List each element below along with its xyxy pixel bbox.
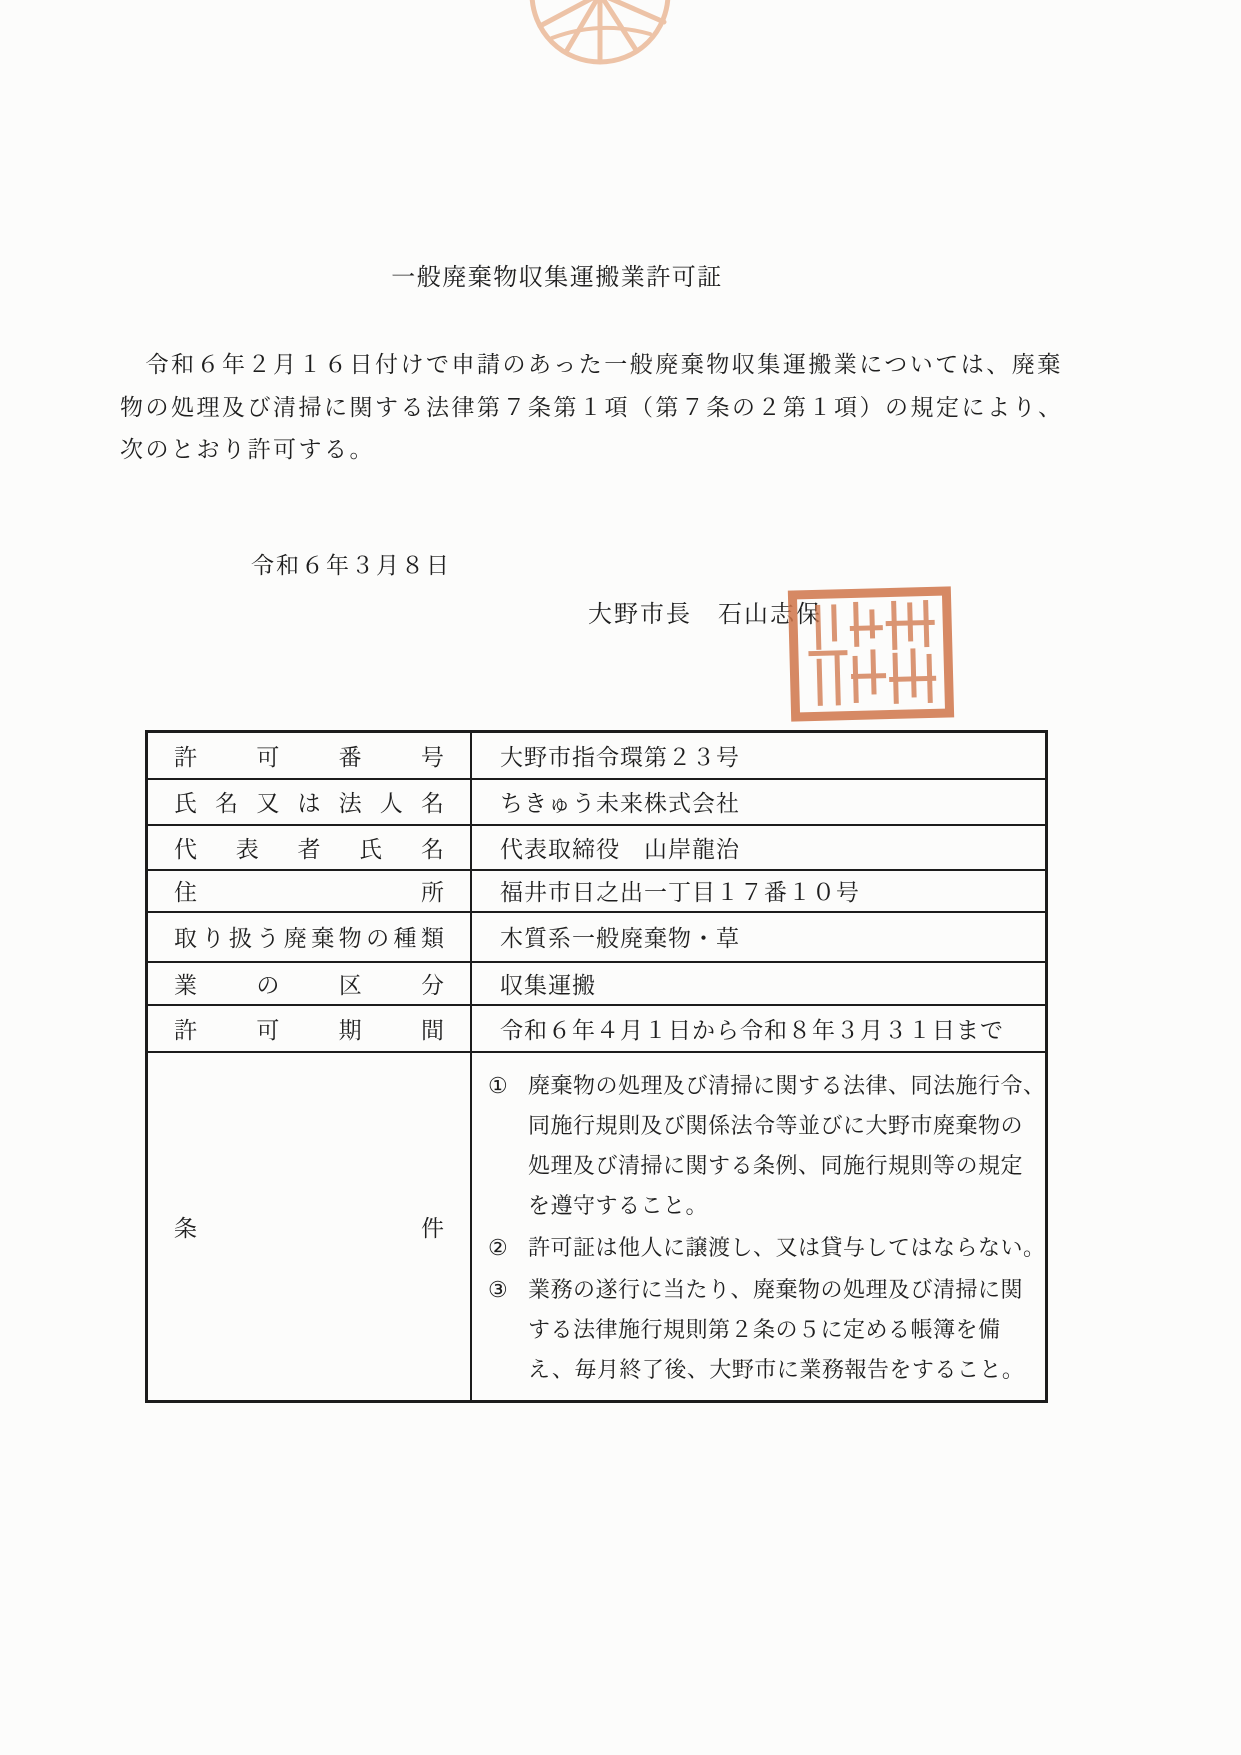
- row-value: 収集運搬: [471, 962, 1047, 1005]
- table-row-conditions: [147, 1052, 1047, 1402]
- row-label: 条 件: [174, 1215, 444, 1241]
- round-stamp-partial-icon: [522, 0, 672, 92]
- condition-text: 業務の遂行に当たり、廃棄物の処理及び清掃に関 する法律施行規則第２条の５に定める帳簿を備 え、毎月終了後、大野市に業務報告をすること。: [528, 1276, 1025, 1382]
- body-line-2: 物の処理及び清掃に関する法律第７条第１項（第７条の２第１項）の規定により、: [120, 394, 1064, 420]
- condition-item-3: [488, 1270, 1039, 1390]
- table-row-waste-type: [147, 912, 1047, 962]
- permit-details-table: [145, 730, 1048, 1403]
- table-row-permit-period: [147, 1005, 1047, 1052]
- row-value: 令和６年４月１日から令和８年３月３１日まで: [471, 1005, 1047, 1052]
- condition-marker: ②: [488, 1234, 509, 1260]
- row-label: 業 の 区 分: [174, 972, 444, 998]
- row-label: 取 り 扱 う 廃 棄 物 の 種 類: [174, 926, 444, 951]
- condition-item-1: [488, 1066, 1046, 1226]
- conditions-cell: [471, 1052, 1047, 1402]
- issue-date: 令和６年３月８日: [251, 553, 451, 578]
- table-row-name-or-corporation: [147, 779, 1047, 825]
- table-row-business-category: [147, 962, 1047, 1005]
- table-row-representative: [147, 825, 1047, 870]
- row-label: 住 所: [174, 880, 444, 905]
- row-value: 福井市日之出一丁目１７番１０号: [471, 870, 1047, 912]
- condition-item-2: [488, 1228, 1046, 1268]
- condition-marker: ①: [488, 1072, 509, 1098]
- condition-marker: ③: [488, 1276, 509, 1302]
- body-paragraph: [120, 344, 1150, 472]
- row-value: 代表取締役 山岸龍治: [471, 825, 1047, 870]
- condition-text: 許可証は他人に譲渡し、又は貸与してはならない。: [528, 1234, 1046, 1260]
- row-label: 許 可 期 間: [174, 1017, 444, 1043]
- row-label: 許 可 番 号: [174, 744, 444, 770]
- table-row-address: [147, 870, 1047, 912]
- row-label: 代 表 者 氏 名: [174, 836, 444, 862]
- body-line-1: 令和６年２月１６日付けで申請のあった一般廃棄物収集運搬業については、廃棄: [120, 352, 1063, 377]
- body-line-3: 次のとおり許可する。: [120, 437, 375, 462]
- condition-text: 廃棄物の処理及び清掃に関する法律、同法施行令、 同施行規則及び関係法令等並びに大野市廃棄物の 処理及び清掃に関する条例、同施行規則等の規定 を遵守すること。: [528, 1072, 1046, 1218]
- row-value: 大野市指令環第２３号: [471, 732, 1047, 779]
- row-value: 木質系一般廃棄物・草: [471, 912, 1047, 962]
- table-row-permit-number: [147, 732, 1047, 779]
- row-value: ちきゅう未来株式会社: [471, 779, 1047, 825]
- issuer-name: 大野市長 石山志保: [588, 602, 822, 628]
- mayor-square-seal-icon: [787, 586, 954, 722]
- row-label: 氏 名 又 は 法 人 名: [174, 791, 444, 816]
- document-title: 一般廃棄物収集運搬業許可証: [391, 265, 723, 291]
